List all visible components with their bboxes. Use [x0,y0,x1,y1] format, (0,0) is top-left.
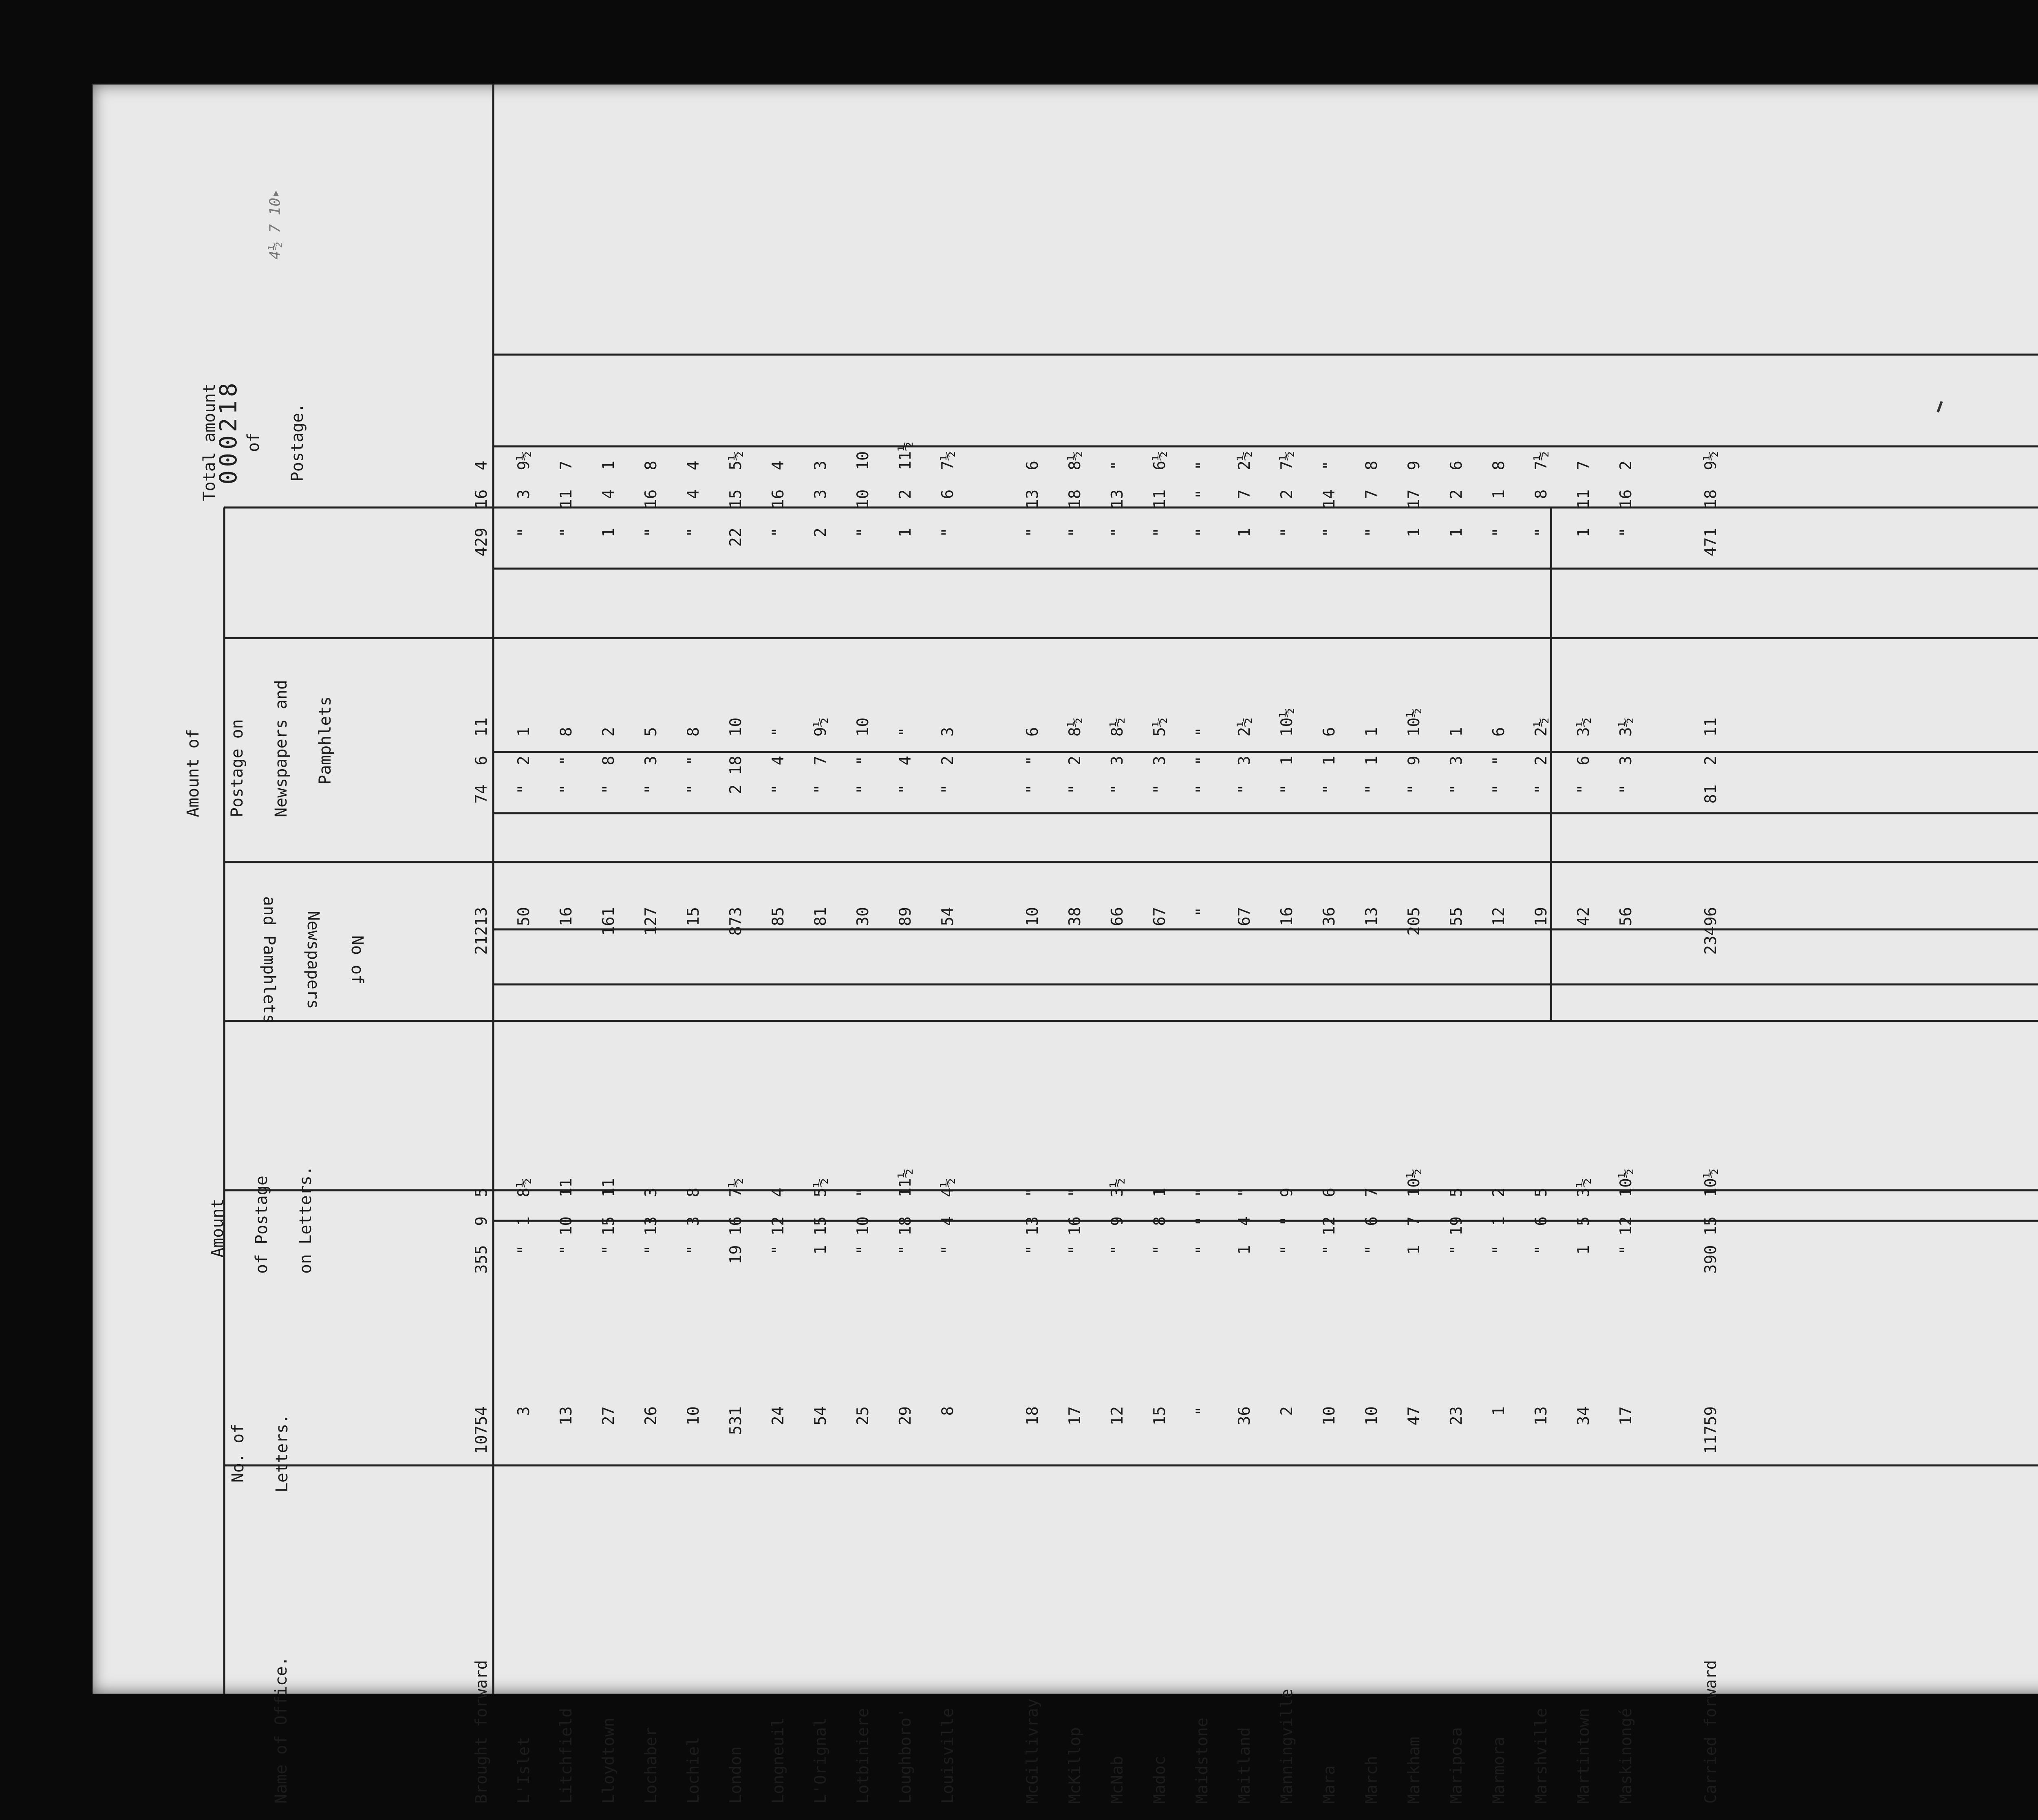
total-postage: " 16 4 [769,461,787,556]
office-name: Marmora [1490,1736,1508,1804]
ledger-row [1648,291,1690,1820]
newspapers-count: 50 [515,907,533,926]
letters-postage: " 13 " [1023,1187,1042,1274]
newspapers-postage: " " 6 [1490,727,1508,813]
header-postage-letters-line2: of Postage [252,1176,271,1274]
postage-ledger [122,291,2018,1820]
header-postage-news-line2: Postage on [228,719,247,817]
office-name: Martintown [1575,1708,1593,1804]
newspapers-postage: " " " [1193,727,1211,813]
newspapers-postage: " 9 10½ [1405,708,1423,813]
ledger-row [800,291,842,1820]
newspapers-postage: " 3 5 [642,727,660,813]
ledger-row [461,291,503,1820]
newspapers-postage: 81 2 11 [1702,717,1720,813]
total-postage: " 13 6 [1023,461,1042,556]
header-total-line3: Postage. [288,403,307,482]
letters-count: 23 [1447,1406,1466,1425]
total-postage: " 8 7½ [1532,451,1551,556]
newspapers-count: 81 [812,907,830,926]
newspapers-count: 67 [1235,907,1254,926]
office-name: McKillop [1066,1727,1084,1804]
letters-count: 54 [812,1406,830,1425]
header-postage-news-line1: Amount of [184,729,203,817]
letters-count: 29 [896,1406,915,1425]
newspapers-postage: " 1 1 [1363,727,1381,813]
letters-postage: " 6 5 [1532,1187,1551,1274]
newspapers-count: 23496 [1702,907,1720,955]
office-name: Maskinongé [1617,1708,1635,1804]
newspapers-postage [969,601,1012,813]
letters-postage [1648,1054,1690,1274]
letters-count: 18 [1023,1406,1042,1425]
header-letters-line2: Letters. [273,1414,291,1493]
newspapers-count: 67 [1151,907,1169,926]
newspapers-postage: " 3 8½ [1108,717,1127,813]
letters-postage: " " " [1193,1187,1211,1274]
newspapers-count [969,907,1012,1021]
office-name: McGillivray [1023,1698,1042,1804]
letters-postage: " 12 10½ [1617,1168,1635,1274]
newspapers-postage: " 4 " [769,727,787,813]
ledger-row [1690,291,1732,1820]
newspapers-count: 42 [1575,907,1593,926]
letters-postage: " 8 1 [1151,1187,1169,1274]
letters-postage: " 10 11 [557,1178,576,1274]
header-name-label: Name of Office. [272,1656,291,1804]
letters-count: 2 [1278,1406,1296,1416]
newspapers-count: 21213 [472,907,491,955]
letters-count: 11759 [1702,1406,1720,1454]
letters-count: 12 [1108,1406,1127,1425]
total-postage: " 11 7 [557,461,576,556]
total-postage: " 16 8 [642,461,660,556]
header-total-postage [122,320,440,565]
letters-postage: " 1 8½ [515,1178,533,1274]
newspapers-count: 30 [854,907,872,926]
header-no-of-newspapers [122,882,440,1037]
newspapers-count: 38 [1066,907,1084,926]
ledger-row [1436,291,1478,1820]
ledger-row [1478,291,1520,1820]
newspapers-postage: " 1 10½ [1278,708,1296,813]
letters-postage: " 18 11½ [896,1168,915,1274]
letters-postage: 1 7 10½ [1405,1168,1423,1274]
ledger-row [1096,291,1139,1820]
office-name: Mara [1320,1765,1339,1804]
newspapers-count: 55 [1447,907,1466,926]
total-postage: 1 11 7 [1575,461,1593,556]
office-name: Lloydtown [600,1717,618,1804]
office-name: Mariposa [1447,1727,1466,1804]
ledger-row [1563,291,1605,1820]
office-name: March [1363,1756,1381,1804]
total-postage: " 14 " [1320,461,1339,556]
ledger-row [1605,291,1648,1820]
total-postage: " 4 4 [684,461,703,556]
letters-postage: " 16 " [1066,1187,1084,1274]
total-postage: " 11 6½ [1151,451,1169,556]
newspapers-postage: 2 18 10 [727,717,745,813]
letters-postage: " 12 6 [1320,1187,1339,1274]
office-name: Lochaber [642,1727,660,1804]
total-postage: 471 18 9½ [1702,451,1720,556]
letters-postage: " 10 " [854,1187,872,1274]
newspapers-postage: " 3 5½ [1151,717,1169,813]
office-name: Marshville [1532,1708,1551,1804]
newspapers-count: 19 [1532,907,1551,926]
letters-count: 17 [1066,1406,1084,1425]
letters-count: 47 [1405,1406,1423,1425]
letters-postage: " 12 4 [769,1187,787,1274]
total-postage: " 18 8½ [1066,451,1084,556]
newspapers-count: 36 [1320,907,1339,926]
newspapers-count: 12 [1490,907,1508,926]
newspapers-count: 16 [557,907,576,926]
newspapers-count: 15 [684,907,703,926]
ledger-row [1012,291,1054,1820]
office-name: Lotbiniere [854,1708,872,1804]
newspapers-count: 85 [769,907,787,926]
letters-postage [969,1054,1012,1274]
letters-postage: 19 16 7½ [727,1178,745,1274]
newspapers-count: 13 [1363,907,1381,926]
letters-postage: 1 5 3½ [1575,1178,1593,1274]
total-postage: 1 7 2½ [1235,451,1254,556]
newspapers-postage: " " 6 [1023,727,1042,813]
ledger-row [1351,291,1393,1820]
newspapers-count: 10 [1023,907,1042,926]
office-name: L'Islet [515,1736,533,1804]
office-name: Maidstone [1193,1717,1211,1804]
ledger-row [715,291,757,1820]
header-total-line1: Total amount [200,383,219,501]
newspapers-count: " [1193,907,1211,917]
office-name: Markham [1405,1736,1423,1804]
letters-count [1648,1406,1690,1508]
newspapers-count: 54 [939,907,957,926]
office-name: Loughboro' [896,1708,915,1804]
letters-postage: 355 9 5 [472,1187,491,1274]
letters-postage: " 15 11 [600,1178,618,1274]
ledger-row [969,291,1012,1820]
letters-postage: " 9 3½ [1108,1178,1127,1274]
header-no-of-letters [122,1380,440,1527]
newspapers-postage: " 2 1 [515,727,533,813]
document-page [92,84,2038,1804]
total-postage [1648,328,1690,556]
newspapers-postage: " 3 3½ [1617,717,1635,813]
ledger-row [1224,291,1266,1820]
newspapers-postage: " " 8 [684,727,703,813]
header-newspapers-line2: and Pamphlets [260,896,278,1024]
newspapers-postage: " 2 8½ [1066,717,1084,813]
newspapers-count: 205 [1405,907,1423,936]
office-name: Maitland [1235,1727,1254,1804]
header-postage-letters-line1: Amount [208,1198,227,1257]
letters-postage: " 3 8 [684,1187,703,1274]
newspapers-postage [1648,601,1690,813]
office-name: L'Orignal [812,1717,830,1804]
ledger-row [884,291,927,1820]
total-postage: " 13 " [1108,461,1127,556]
total-postage: " 6 7½ [939,451,957,556]
letters-count: 10754 [472,1406,491,1454]
ledger-row [927,291,969,1820]
newspapers-postage: " 4 " [896,727,915,813]
ledger-row [545,291,588,1820]
total-postage: " " " [1193,461,1211,556]
newspapers-postage: " 1 6 [1320,727,1339,813]
header-newspapers-line1: No of Newspapers [304,911,366,1009]
newspapers-postage: " " 10 [854,717,872,813]
ledger-row [757,291,800,1820]
total-postage: " 10 10 [854,451,872,556]
office-name [969,1559,1012,1804]
ledger-row [503,291,545,1820]
margin-handwritten-note: 4½ 7 10▸ [267,189,284,260]
newspapers-postage: " 3 2½ [1235,717,1254,813]
letters-count: 8 [939,1406,957,1416]
letters-postage: " 6 7 [1363,1187,1381,1274]
newspapers-count: 89 [896,907,915,926]
header-postage-on-newspapers [122,589,440,817]
total-postage: " 2 7½ [1278,451,1296,556]
letters-count: 25 [854,1406,872,1425]
letters-count: 36 [1235,1406,1254,1425]
letters-postage: " " 9 [1278,1187,1296,1274]
total-postage: 1 2 11½ [896,441,915,556]
newspapers-count: 873 [727,907,745,936]
total-postage: " 1 8 [1490,461,1508,556]
newspapers-postage: " 6 3½ [1575,717,1593,813]
letters-count: 10 [1320,1406,1339,1425]
frame-stamp-number: 000218 [214,379,242,485]
total-postage: 2 3 3 [812,461,830,556]
office-name: Litchfield [557,1708,576,1804]
ledger-row [1181,291,1224,1820]
letters-postage: 390 15 10½ [1702,1168,1720,1274]
total-postage [969,328,1012,556]
newspapers-postage: " 7 9½ [812,717,830,813]
letters-count: 15 [1151,1406,1169,1425]
header-letters-line1: No. of [229,1423,247,1483]
newspapers-postage: " 3 1 [1447,727,1466,813]
total-postage: " 7 8 [1363,461,1381,556]
office-name: Carried forward [1702,1660,1720,1804]
newspapers-count: 127 [642,907,660,936]
office-name: Longneuil [769,1717,787,1804]
ledger-row [1308,291,1351,1820]
header-name-of-office [122,1559,440,1804]
ledger-row [673,291,715,1820]
office-name: London [727,1746,745,1804]
letters-postage: " 1 2 [1490,1187,1508,1274]
total-postage: 22 15 5½ [727,451,745,556]
office-name: Brought forward [472,1660,491,1804]
office-name: Lochiel [684,1736,703,1804]
total-postage: 429 16 4 [472,461,491,556]
letters-count: 531 [727,1406,745,1435]
letters-postage: " 19 5 [1447,1187,1466,1274]
letters-count: 13 [1532,1406,1551,1425]
letters-count: 3 [515,1406,533,1416]
header-postage-letters-line3: on Letters. [296,1166,315,1274]
letters-count: 1 [1490,1406,1508,1416]
newspapers-postage: " 8 2 [600,727,618,813]
ledger-row [630,291,673,1820]
ledger-row [1266,291,1308,1820]
ledger-row [1139,291,1181,1820]
letters-count: 27 [600,1406,618,1425]
header-postage-news-line3: Newspapers and [272,679,291,817]
newspapers-postage: " " 8 [557,727,576,813]
letters-count: 17 [1617,1406,1635,1425]
header-postage-news-line4: Pamphlets [316,696,335,785]
letters-count: " [1193,1406,1211,1416]
newspapers-count: 56 [1617,907,1635,926]
letters-postage: " 4 4½ [939,1178,957,1274]
header-total-line2: of [244,432,263,452]
total-postage: " 3 9½ [515,451,533,556]
newspapers-postage: " 2 3 [939,727,957,813]
letters-postage: 1 15 5½ [812,1178,830,1274]
letters-count: 13 [557,1406,576,1425]
header-postage-on-letters [122,1046,440,1274]
total-postage: 1 17 9 [1405,461,1423,556]
ledger-row [1054,291,1096,1820]
office-name: McNab [1108,1756,1127,1804]
letters-count: 10 [1363,1406,1381,1425]
ledger-row [842,291,884,1820]
total-postage: 1 2 6 [1447,461,1466,556]
letters-count: 34 [1575,1406,1593,1425]
newspapers-count: 161 [600,907,618,936]
newspapers-postage: " 2 2½ [1532,717,1551,813]
newspapers-count [1648,907,1690,1021]
letters-postage: " 13 3 [642,1187,660,1274]
newspapers-count: 16 [1278,907,1296,926]
letters-count: 26 [642,1406,660,1425]
letters-postage: 1 4 " [1235,1187,1254,1274]
ledger-row [588,291,630,1820]
letters-count [969,1406,1012,1508]
ledger-row [1393,291,1436,1820]
letters-count: 24 [769,1406,787,1425]
office-name: Madoc [1151,1756,1169,1804]
office-name: Louisville [939,1708,957,1804]
total-postage: " 16 2 [1617,461,1635,556]
newspapers-postage: 74 6 11 [472,717,491,813]
letters-count: 10 [684,1406,703,1425]
office-name: Manningville [1278,1689,1296,1804]
total-postage: 1 4 1 [600,461,618,556]
ledger-row [1520,291,1563,1820]
office-name [1648,1559,1690,1804]
newspapers-count: 66 [1108,907,1127,926]
